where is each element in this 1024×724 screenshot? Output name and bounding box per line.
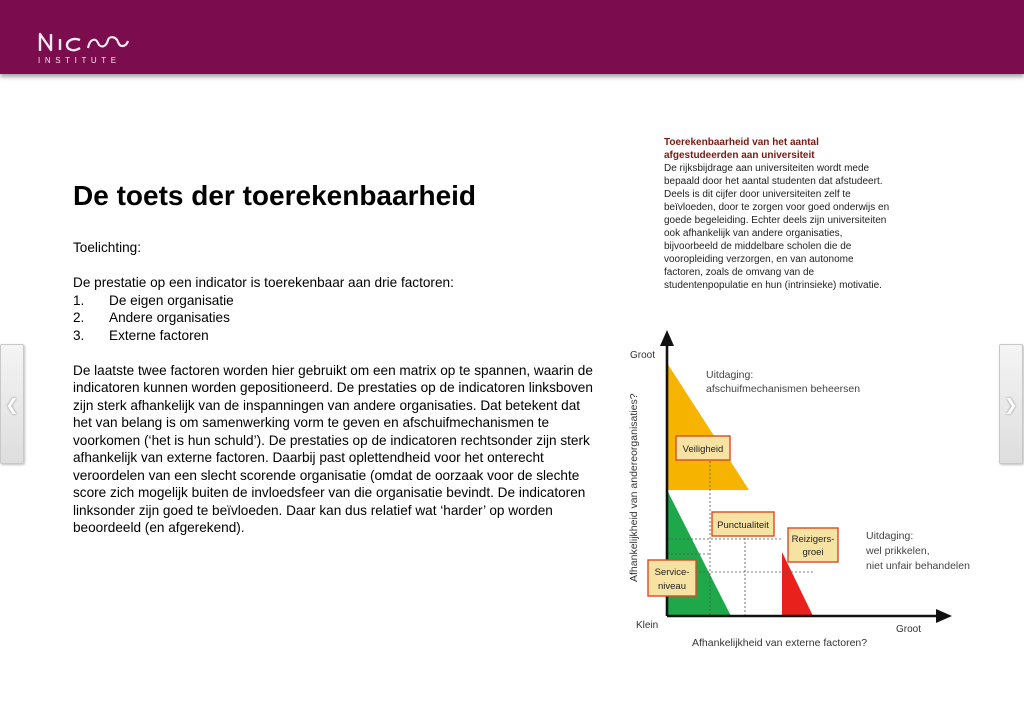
list-number: 3.: [73, 327, 85, 343]
indicator-serviceniveau: [648, 560, 696, 596]
diagram-svg: [620, 326, 980, 656]
lead-sentence: De prestatie op een indicator is toerekenbaar aan drie factoren:: [73, 275, 454, 290]
logo-mark: [36, 30, 132, 54]
x-axis-right-label: Groot: [896, 624, 922, 635]
intro-label: Toelichting:: [73, 240, 142, 255]
sidenote-line: De rijksbijdrage aan universiteiten wordt mede: [664, 163, 870, 174]
sidenote-line: bepaald door het aantal studenten dat afstudeert.: [664, 176, 883, 187]
slide-body: [73, 239, 593, 537]
y-axis-arrow: [660, 330, 674, 346]
list-item: [73, 292, 593, 310]
challenge-top-heading: Uitdaging:: [706, 369, 754, 381]
sidenote: [664, 136, 932, 292]
indicator-label: niveau: [658, 581, 686, 592]
header-bar: [0, 0, 1024, 74]
list-text: Externe factoren: [109, 327, 209, 343]
sidenote-line: ook afhankelijk van andere organisaties,: [664, 228, 843, 239]
challenge-right-text: wel prikkelen,: [866, 545, 930, 557]
indicator-label: Punctualiteit: [717, 520, 769, 531]
sidenote-line: beïvloeden, door te zorgen voor goed onderwijs en: [664, 202, 890, 213]
chevron-right-icon: ❯: [1004, 394, 1018, 414]
list-item: [73, 327, 593, 345]
challenge-top-text: afschuifmechanismen beheersen: [706, 383, 861, 395]
origin-label: Klein: [636, 620, 659, 631]
sidenote-title: Toerekenbaarheid van het aantal: [664, 137, 819, 148]
challenge-right-heading: Uitdaging:: [866, 530, 914, 542]
x-axis-arrow: [936, 609, 952, 623]
sidenote-line: goede begeleiding. Echter deels zijn universiteiten: [664, 215, 887, 226]
indicator-label: Reizigers-: [791, 534, 835, 545]
list-item: [73, 309, 593, 327]
indicator-label: groei: [802, 547, 824, 558]
sidenote-line: factoren, zoals de omvang van de: [664, 267, 815, 278]
next-slide-button[interactable]: [999, 344, 1023, 464]
y-axis-top-label: Groot: [630, 350, 656, 361]
nicis-logo[interactable]: [36, 30, 132, 68]
accountability-diagram: [620, 326, 980, 656]
sidenote-line: studentenpopulatie en hun (intrinsieke) motivatie.: [664, 280, 882, 291]
sidenote-line: vooropleiding verzorgen, en van autonome: [664, 254, 854, 265]
indicator-veiligheid: [676, 436, 730, 460]
sidenote-line: Deels is dit cijfer door universiteiten zelf te: [664, 189, 851, 200]
slide-title: De toets der toerekenbaarheid: [73, 180, 477, 211]
sidenote-line: bijvoorbeeld de middelbare scholen die de: [664, 241, 852, 252]
explanation-paragraph: De laatste twee factoren worden hier gebruikt om een matrix op te spannen, waarin de indicatoren kunnen worden gepositioneerd. De prestaties op de indicatoren linksboven zijn sterk afhankelijk van de inspanningen van andere organisaties. Dat betekent dat het van belang is om samenwerking vorm te geven en afschuifmechanismen te voorkomen (‘het is hun schuld’). De prestaties op de indicatoren rechtsonder zijn sterk afhankelijk van externe factoren. Daarbij past oplettendheid voor het onterecht veroordelen van een slecht scorende organisatie (omdat de oorzaak voor de slechte score zich mogelijk buiten de invloedsfeer van die organisatie bevindt. De indicatoren linksonder zijn goed te beïvloeden. Daar kan dus relatief wat ‘harder’ op worden beoordeeld (en afgerekend).: [73, 362, 593, 535]
y-axis-title: Afhankelijkheid van andereorganisaties?: [628, 393, 640, 582]
chevron-left-icon: ❮: [5, 394, 19, 414]
logo-subtitle: INSTITUTE: [38, 56, 121, 65]
list-number: 2.: [73, 310, 85, 325]
indicator-punctualiteit: [712, 512, 774, 536]
indicator-label: Service-: [654, 567, 690, 578]
sidenote-title: afgestudeerden aan universiteit: [664, 150, 815, 161]
challenge-right-text: niet unfair behandelen: [866, 560, 970, 572]
list-number: 1.: [73, 292, 85, 308]
previous-slide-button[interactable]: [0, 344, 24, 464]
list-text: Andere organisaties: [109, 310, 230, 325]
list-text: De eigen organisatie: [109, 292, 234, 308]
indicator-label: Veiligheid: [682, 444, 724, 455]
indicator-reizigersgroei: [788, 528, 838, 562]
x-axis-title: Afhankelijkheid van externe factoren?: [692, 637, 868, 649]
